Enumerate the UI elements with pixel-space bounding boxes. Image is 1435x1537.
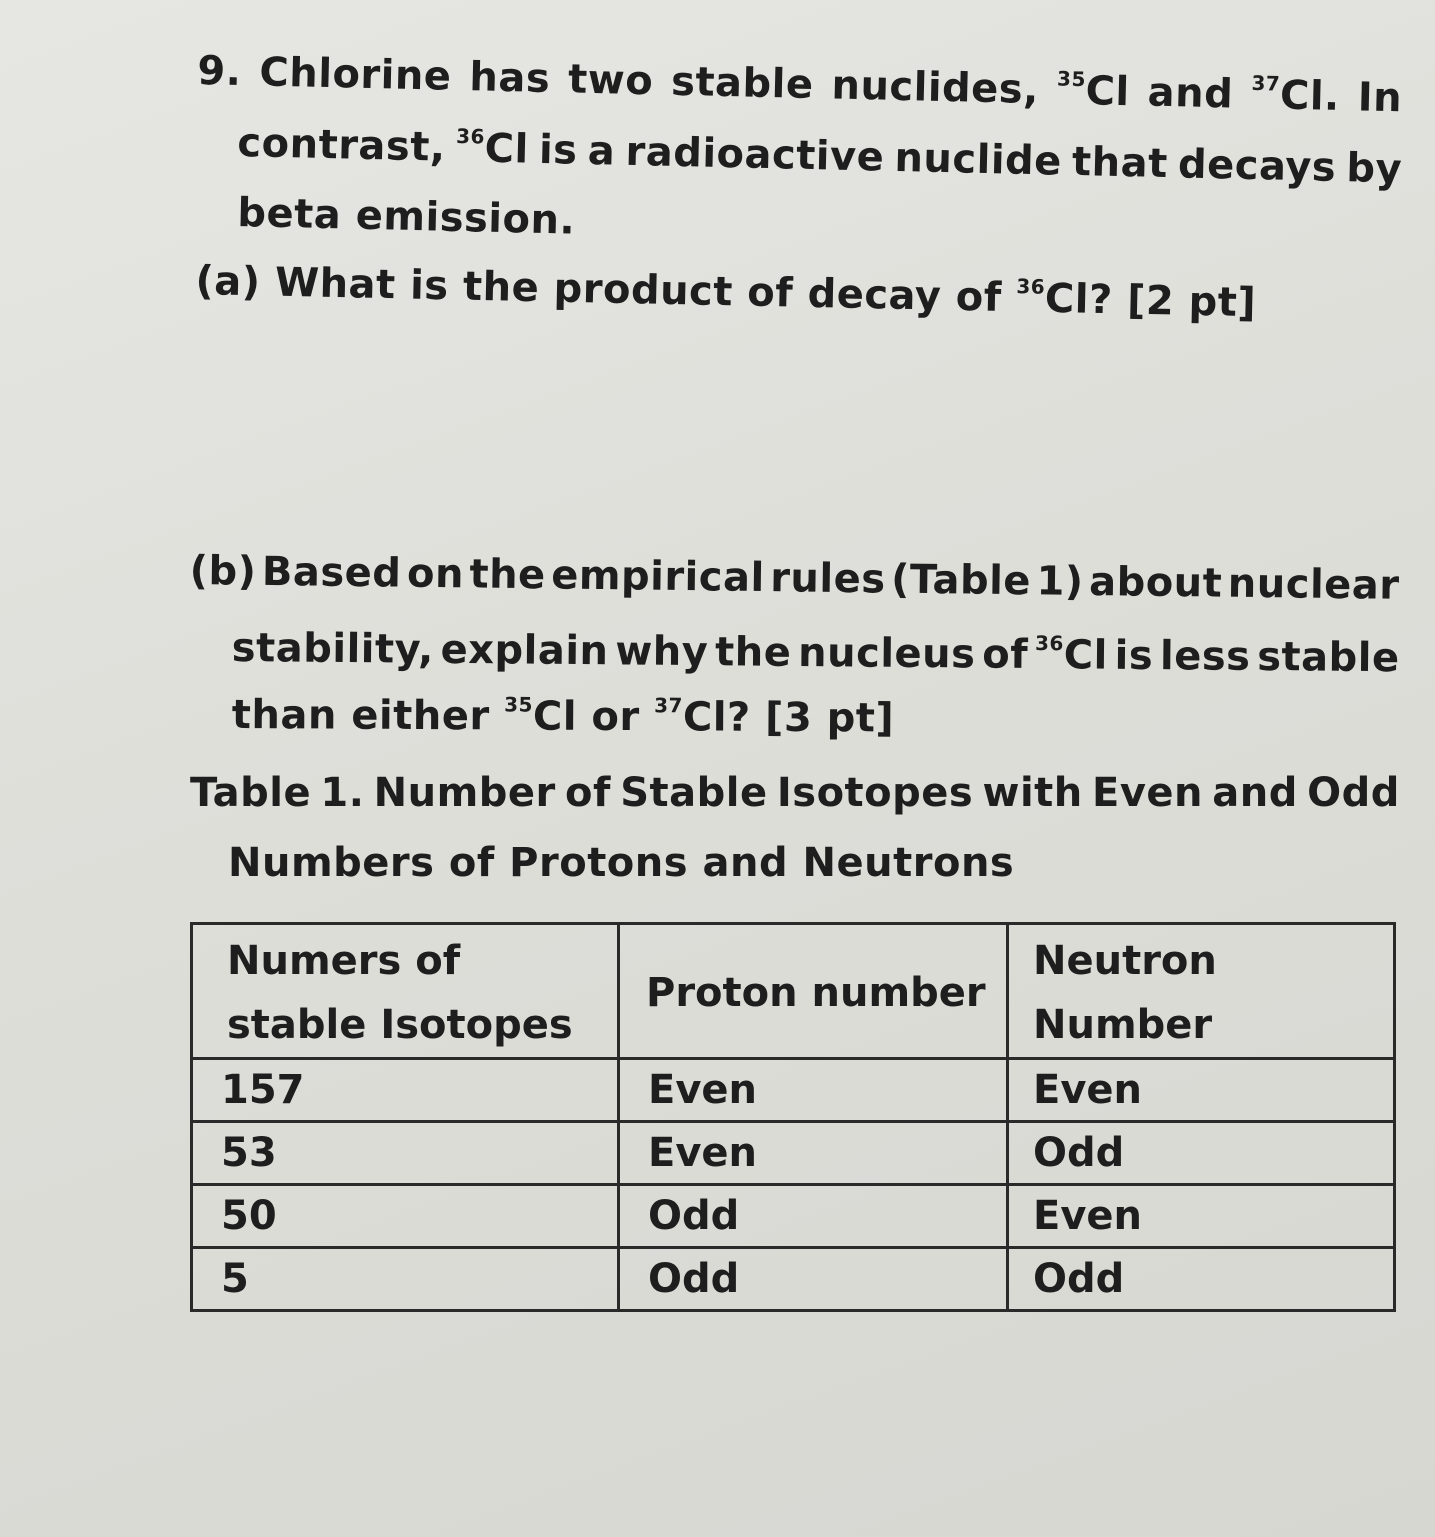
part-b-line-1 bbox=[189, 548, 1399, 609]
nuclide-symbol bbox=[504, 693, 577, 739]
text-token: Number bbox=[373, 770, 556, 816]
cell-proton-parity: Odd bbox=[619, 1248, 1008, 1311]
part-b-line-2 bbox=[232, 625, 1400, 681]
mass-number: 37 bbox=[654, 693, 684, 718]
nuclide-symbol bbox=[1056, 68, 1130, 116]
text-token: [2 pt] bbox=[1112, 277, 1257, 327]
text-token: is bbox=[1114, 632, 1154, 680]
cell-neutron-parity: Odd bbox=[1008, 1248, 1395, 1311]
element-symbol: Cl? bbox=[682, 694, 751, 741]
text-token: 1. bbox=[320, 770, 365, 816]
header-line: Number bbox=[1033, 1002, 1213, 1048]
header-neutron-number bbox=[1008, 924, 1395, 1059]
part-b-line-3 bbox=[232, 692, 895, 741]
text-token: with bbox=[982, 770, 1083, 816]
element-symbol: Cl? bbox=[1044, 275, 1114, 324]
isotope-table bbox=[190, 922, 1396, 1312]
mass-number: 36 bbox=[455, 123, 486, 149]
text-token: Based bbox=[261, 548, 402, 597]
text-token: (a) What is the product of decay of bbox=[195, 258, 1017, 322]
cell-isotope-count: 5 bbox=[192, 1248, 619, 1311]
text-token: on bbox=[406, 550, 465, 598]
nuclide-symbol bbox=[1016, 275, 1114, 323]
text-token: 1) bbox=[1036, 558, 1084, 605]
table-caption-line-1 bbox=[190, 770, 1400, 816]
text-token: Stable bbox=[620, 770, 768, 816]
text-token: 9. bbox=[196, 48, 243, 95]
table-caption-line-2: Numbers of Protons and Neutrons bbox=[228, 840, 1015, 886]
text-token: nuclide bbox=[893, 134, 1063, 185]
text-token: less bbox=[1159, 633, 1251, 680]
text-token: rules bbox=[769, 555, 886, 603]
cell-proton-parity: Even bbox=[619, 1122, 1008, 1185]
nuclide-symbol bbox=[1251, 72, 1341, 120]
text-token: and bbox=[1147, 69, 1234, 118]
text-token: stable bbox=[1257, 633, 1400, 682]
text-token: and bbox=[1212, 770, 1298, 816]
text-token: of bbox=[982, 631, 1029, 678]
element-symbol: Cl bbox=[532, 693, 578, 740]
cell-proton-parity: Odd bbox=[619, 1185, 1008, 1248]
text-token: why bbox=[615, 628, 709, 676]
cell-isotope-count: 50 bbox=[192, 1185, 619, 1248]
header-proton-number bbox=[619, 924, 1008, 1059]
text-token: a bbox=[587, 127, 616, 175]
header-line: Neutron bbox=[1033, 938, 1217, 984]
question-line-2 bbox=[237, 120, 1403, 192]
nuclide-symbol bbox=[1035, 632, 1108, 679]
header-line: stable Isotopes bbox=[227, 1002, 573, 1048]
cell-proton-parity: Even bbox=[619, 1059, 1008, 1122]
text-token: decays bbox=[1177, 141, 1337, 191]
element-symbol: Cl bbox=[1063, 632, 1109, 679]
text-token: contrast, bbox=[236, 120, 447, 171]
part-a-question bbox=[195, 258, 1257, 326]
mass-number: 37 bbox=[1251, 70, 1281, 96]
cell-neutron-parity: Even bbox=[1008, 1185, 1395, 1248]
nuclide-symbol bbox=[654, 694, 751, 741]
text-token: the bbox=[469, 551, 546, 599]
text-token: Chlorine bbox=[258, 49, 453, 100]
text-token: radioactive bbox=[625, 128, 885, 181]
cell-isotope-count: 53 bbox=[192, 1122, 619, 1185]
mass-number: 36 bbox=[1034, 631, 1064, 656]
text-token: is bbox=[538, 126, 579, 174]
text-token: Isotopes bbox=[776, 770, 974, 816]
table-row bbox=[192, 1059, 1395, 1122]
element-symbol: Cl bbox=[484, 125, 530, 173]
text-token: of bbox=[565, 770, 611, 816]
text-token: than either bbox=[231, 692, 505, 740]
text-token: (Table bbox=[890, 556, 1032, 605]
text-token: by bbox=[1345, 145, 1403, 193]
text-token: beta emission. bbox=[236, 190, 576, 244]
text-token: Table bbox=[190, 770, 312, 816]
header-stable-isotopes bbox=[192, 924, 619, 1059]
cell-neutron-parity: Odd bbox=[1008, 1122, 1395, 1185]
text-token: nuclear bbox=[1227, 560, 1400, 609]
text-token: or bbox=[576, 693, 655, 741]
text-token: explain bbox=[440, 626, 609, 675]
element-symbol: Cl bbox=[1085, 68, 1131, 116]
text-token: empirical bbox=[550, 552, 766, 602]
text-token: In bbox=[1357, 74, 1403, 122]
header-line: Numers of bbox=[227, 938, 461, 984]
mass-number: 35 bbox=[504, 692, 534, 717]
text-token: [3 pt] bbox=[750, 694, 895, 742]
mass-number: 36 bbox=[1016, 274, 1046, 299]
table-header-row bbox=[192, 924, 1395, 1059]
table-row bbox=[192, 1248, 1395, 1311]
cell-neutron-parity: Even bbox=[1008, 1059, 1395, 1122]
text-token: the bbox=[714, 629, 792, 676]
text-token: two bbox=[567, 56, 654, 105]
table-row bbox=[192, 1185, 1395, 1248]
table-row bbox=[192, 1122, 1395, 1185]
text-token: stable bbox=[670, 58, 815, 108]
nuclide-symbol bbox=[455, 125, 529, 173]
text-token: (b) bbox=[189, 548, 257, 595]
header-line: Proton number bbox=[646, 970, 986, 1016]
text-token: Even bbox=[1092, 770, 1204, 816]
element-symbol: Cl. bbox=[1279, 72, 1341, 120]
text-token: Odd bbox=[1307, 770, 1400, 816]
cell-isotope-count: 157 bbox=[192, 1059, 619, 1122]
text-token: that bbox=[1071, 138, 1169, 188]
text-token: nuclides, bbox=[830, 62, 1040, 114]
question-line-1 bbox=[197, 48, 1403, 121]
mass-number: 35 bbox=[1056, 66, 1087, 92]
text-token: has bbox=[468, 54, 551, 102]
text-token: about bbox=[1088, 558, 1223, 607]
question-line-3 bbox=[237, 190, 576, 244]
text-token: stability, bbox=[231, 625, 434, 673]
text-token: nucleus bbox=[797, 629, 976, 678]
